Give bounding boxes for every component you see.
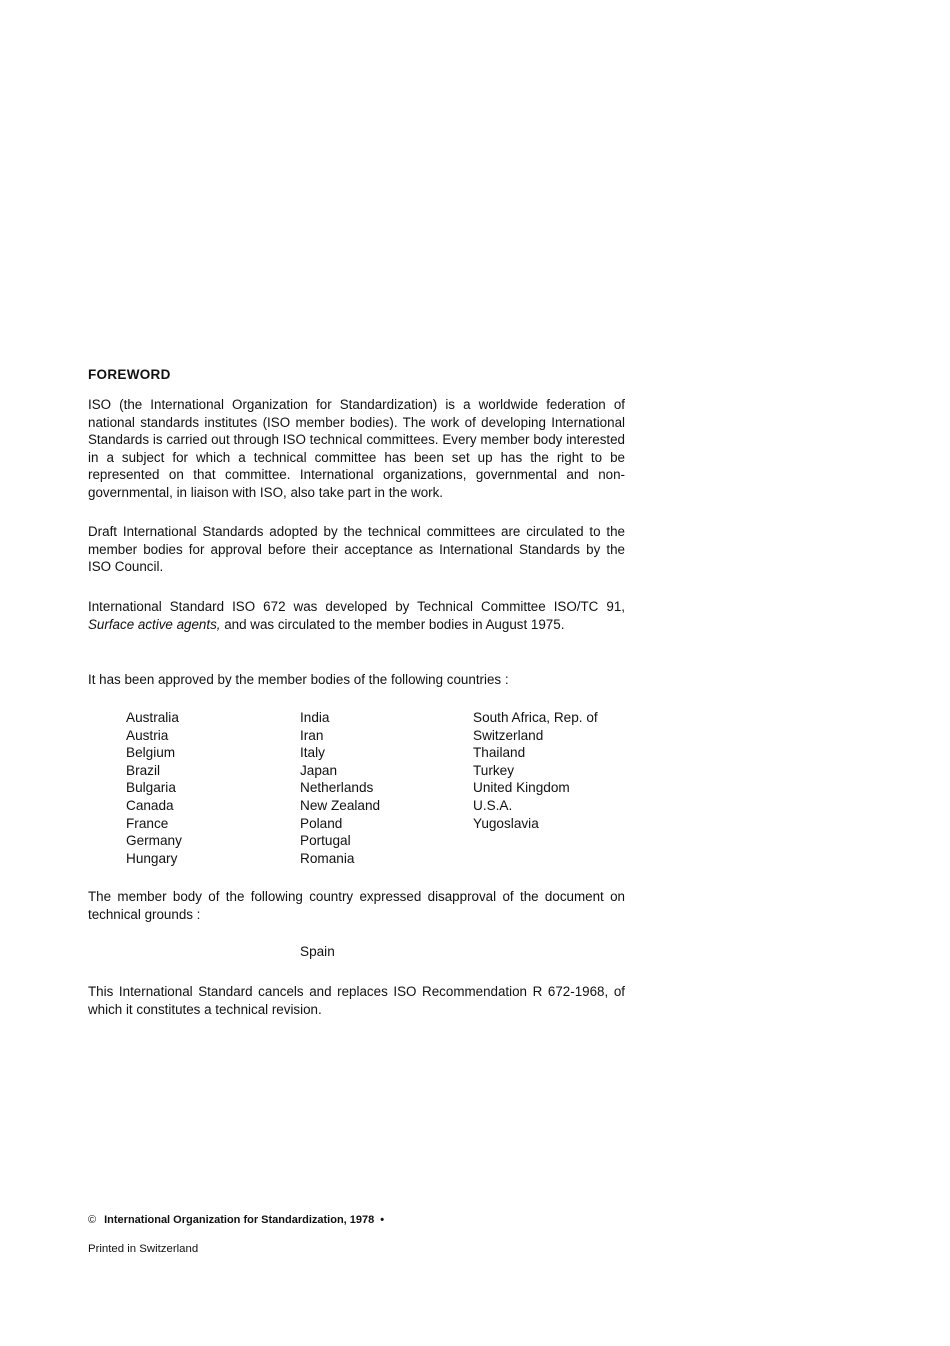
country-item: Yugoslavia xyxy=(473,815,539,831)
foreword-paragraph-revision: This International Standard cancels and replaces ISO Recommendation R 672-1968, of which it constitutes a technical revision. xyxy=(88,984,625,1017)
copyright-line xyxy=(88,1214,384,1226)
foreword-paragraph-draft-standards: Draft International Standards adopted by the technical committees are circulated to the member bodies for approval before their acceptance as International Standards by the ISO Council. xyxy=(88,524,625,575)
country-item: Hungary xyxy=(126,850,178,866)
country-item: Belgium xyxy=(126,745,176,761)
disapproving-country: Spain xyxy=(300,944,335,959)
country-item: Switzerland xyxy=(473,727,544,743)
country-item: Canada xyxy=(126,797,174,813)
foreword-paragraph-disapproval: The member body of the following country expressed disapproval of the document on technical grounds : xyxy=(88,889,625,922)
foreword-paragraph-development xyxy=(88,598,625,633)
country-item: Netherlands xyxy=(300,780,374,796)
development-text-part1: International Standard ISO 672 was developed by Technical Committee ISO/TC 91, xyxy=(88,599,625,614)
country-item: India xyxy=(300,710,330,725)
country-item: France xyxy=(126,815,169,831)
country-item: Romania xyxy=(300,850,355,866)
country-item: Italy xyxy=(300,745,325,761)
country-item: U.S.A. xyxy=(473,797,513,813)
country-item: United Kingdom xyxy=(473,780,570,796)
country-item: Japan xyxy=(300,762,338,778)
countries-column-3 xyxy=(473,709,598,832)
country-item: Germany xyxy=(126,833,182,849)
country-item: Portugal xyxy=(300,833,351,849)
country-item: New Zealand xyxy=(300,797,381,813)
countries-column-1 xyxy=(126,709,182,867)
country-item: Austria xyxy=(126,727,169,743)
copyright-text: International Organization for Standardization, 1978 xyxy=(104,1214,375,1226)
country-item: South Africa, Rep. of xyxy=(473,710,598,725)
committee-title: Surface active agents, xyxy=(88,616,221,632)
country-item: Poland xyxy=(300,815,343,831)
country-item: Bulgaria xyxy=(126,780,176,796)
country-item: Brazil xyxy=(126,762,160,778)
country-item: Iran xyxy=(300,727,324,743)
country-item: Australia xyxy=(126,710,179,725)
country-item: Turkey xyxy=(473,762,515,778)
foreword-paragraph-iso-intro: ISO (the International Organization for Standardization) is a worldwide federation of national standards institutes (ISO member bodies). The work of developing International Standards is carried out through ISO technical committees. Every member body interested in a subject for which a technical committee has been set up has the right to be represented on that committee. International organizations, governmental and non-governmental, in liaison with ISO, also take part in the work. xyxy=(88,397,625,500)
country-item: Thailand xyxy=(473,745,526,761)
foreword-heading: FOREWORD xyxy=(88,367,171,382)
printed-in-line: Printed in Switzerland xyxy=(88,1243,199,1255)
countries-column-2 xyxy=(300,709,380,867)
copyright-symbol: © xyxy=(88,1214,97,1226)
development-text-part2: and was circulated to the member bodies in August 1975. xyxy=(224,616,565,632)
foreword-paragraph-approval: It has been approved by the member bodies of the following countries : xyxy=(88,672,509,687)
copyright-bullet: • xyxy=(380,1214,385,1226)
